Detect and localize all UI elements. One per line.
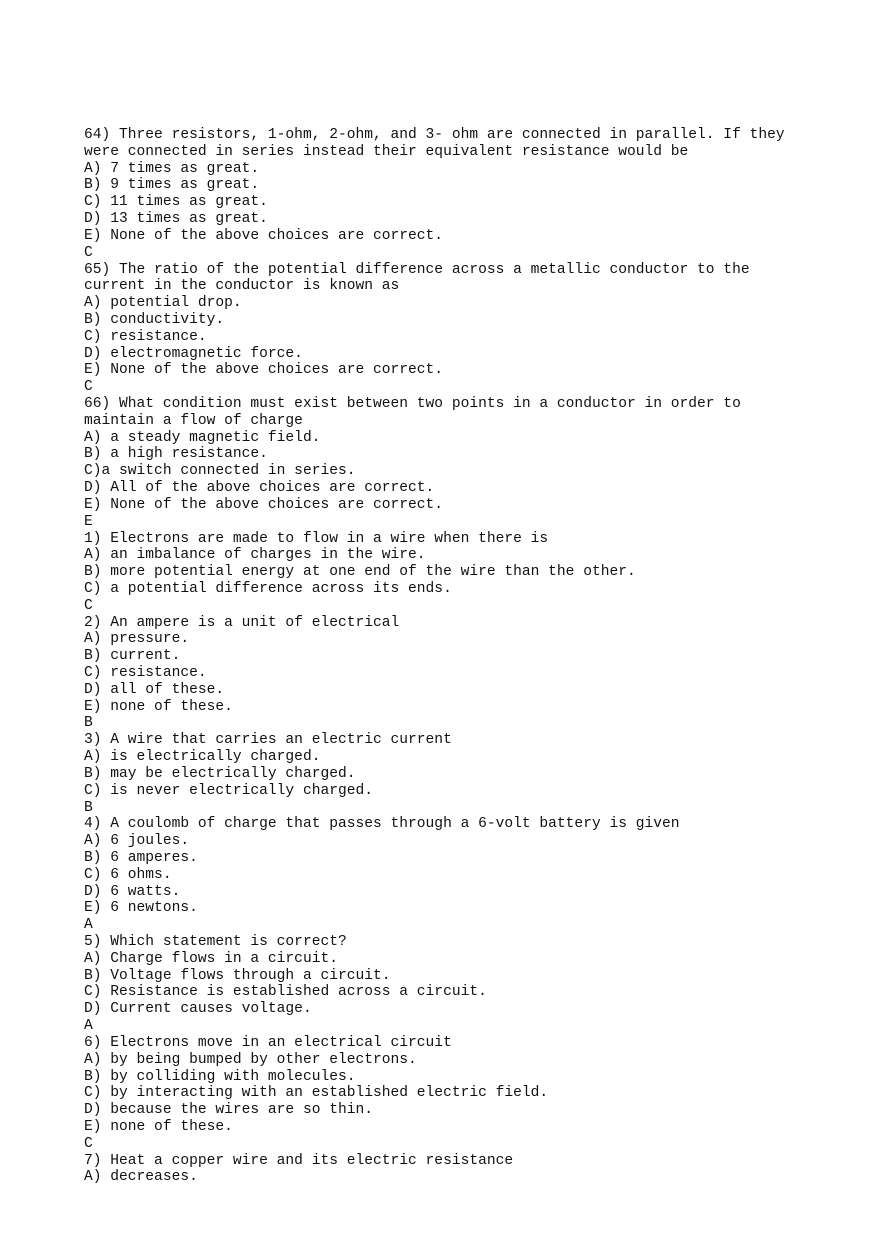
question-text: 5) Which statement is correct? — [84, 934, 347, 950]
answer-option: D) all of these. — [84, 681, 225, 698]
answer-key: C — [84, 244, 93, 261]
answer-key: C — [84, 1135, 93, 1152]
answer-option: D) electromagnetic force. — [84, 345, 303, 362]
answer-option: A) an imbalance of charges in the wire. — [84, 547, 426, 564]
answer-option: B) 6 amperes. — [84, 849, 198, 866]
answer-option: B) current. — [84, 648, 181, 665]
question-text: 3) A wire that carries an electric current — [84, 732, 452, 749]
answer-option: D) 6 watts. — [84, 883, 181, 900]
text-line: were connected in series instead their equivalent resistance would be — [84, 143, 689, 160]
answer-key: E — [84, 513, 93, 530]
answer-key: B — [84, 715, 93, 732]
answer-option: B) Voltage flows through a circuit. — [84, 967, 391, 984]
answer-option: C) resistance. — [84, 665, 207, 681]
answer-key: A — [84, 1018, 93, 1035]
question-text: 64) Three resistors, 1-ohm, 2-ohm, and 3- ohm are connected in parallel. If they — [84, 127, 785, 143]
question-text: 7) Heat a copper wire and its electric resistance — [84, 1152, 514, 1169]
answer-option: E) None of the above choices are correct. — [84, 227, 444, 244]
question-text: 2) An ampere is a unit of electrical — [84, 614, 400, 631]
answer-option: D) because the wires are so thin. — [84, 1102, 374, 1119]
question-text: 65) The ratio of the potential difference across a metallic conductor to the — [84, 261, 750, 278]
answer-option: B) a high resistance. — [84, 446, 268, 463]
answer-option: B) 9 times as great. — [84, 177, 260, 194]
answer-option: D) 13 times as great. — [84, 211, 268, 228]
answer-option: C) by interacting with an established electric field. — [84, 1085, 549, 1102]
document-page — [84, 127, 864, 1186]
answer-key: A — [84, 917, 93, 934]
answer-option: E) none of these. — [84, 698, 233, 715]
answer-option: A) 7 times as great. — [84, 160, 260, 177]
text-line: maintain a flow of charge — [84, 412, 303, 429]
answer-option: C)a switch connected in series. — [84, 463, 356, 480]
answer-option: E) None of the above choices are correct. — [84, 496, 444, 513]
answer-option: A) decreases. — [84, 1169, 198, 1186]
question-text: 6) Electrons move in an electrical circuit — [84, 1034, 452, 1051]
answer-option: A) is electrically charged. — [84, 749, 321, 766]
answer-option: A) by being bumped by other electrons. — [84, 1051, 417, 1068]
answer-key: B — [84, 799, 93, 816]
answer-option: B) more potential energy at one end of the wire than the other. — [84, 564, 636, 581]
answer-option: A) 6 joules. — [84, 833, 190, 850]
answer-option: C) 11 times as great. — [84, 194, 268, 211]
answer-option: A) Charge flows in a circuit. — [84, 950, 338, 967]
answer-option: C) 6 ohms. — [84, 866, 172, 883]
question-text: 1) Electrons are made to flow in a wire when there is — [84, 530, 549, 547]
answer-option: B) may be electrically charged. — [84, 765, 356, 782]
text-line: current in the conductor is known as — [84, 278, 400, 295]
answer-option: C) resistance. — [84, 328, 207, 345]
answer-option: D) All of the above choices are correct. — [84, 480, 435, 497]
answer-key: C — [84, 597, 93, 614]
answer-option: A) potential drop. — [84, 295, 242, 312]
answer-option: A) pressure. — [84, 631, 190, 648]
answer-option: D) Current causes voltage. — [84, 1001, 312, 1018]
answer-option: C) Resistance is established across a circuit. — [84, 984, 487, 1001]
answer-option: E) none of these. — [84, 1118, 233, 1135]
answer-option: E) 6 newtons. — [84, 900, 198, 917]
answer-option: C) a potential difference across its ends. — [84, 580, 452, 597]
question-text: 66) What condition must exist between two points in a conductor in order to — [84, 396, 741, 412]
answer-key: C — [84, 379, 93, 396]
answer-option: A) a steady magnetic field. — [84, 429, 321, 446]
answer-option: C) is never electrically charged. — [84, 782, 374, 799]
question-text: 4) A coulomb of charge that passes through a 6-volt battery is given — [84, 816, 680, 833]
answer-option: B) by colliding with molecules. — [84, 1068, 356, 1085]
answer-option: B) conductivity. — [84, 311, 225, 328]
answer-option: E) None of the above choices are correct. — [84, 362, 444, 379]
